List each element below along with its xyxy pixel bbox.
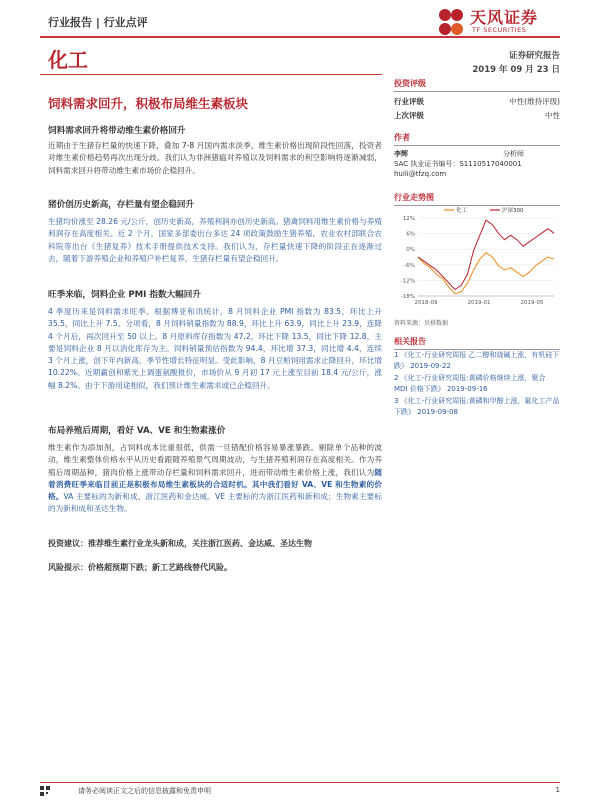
chart-source: 资料来源：贝格数据 xyxy=(394,320,449,327)
section-4-body-plain: 维生素作为添加剂，占饲料成本比重很低，供需一旦错配价格容易暴涨暴跌。剔除单个品种的波动，维生素整体价格水平从历史看跟随养殖景气周期波动，与生猪养殖利润存在高度相关。作为养殖后周期品种，猪肉价格上涨带动存栏量和饲料需求回升，进而带动维生素价格上涨，我们认为 xyxy=(48,443,382,477)
chart-y-tick-label: 6% xyxy=(406,231,415,238)
analyst-row xyxy=(394,149,524,159)
footer-divider xyxy=(40,782,560,783)
chart-y-tick-label: -18% xyxy=(400,294,415,300)
trend-chart xyxy=(394,204,560,314)
author-heading: 作者 xyxy=(394,133,410,142)
section-3-heading: 旺季来临，饲料企业 PMI 指数大幅回升 xyxy=(48,290,201,300)
logo-text-en: TF SECURITIES xyxy=(472,26,527,34)
chart-series-line-2 xyxy=(418,220,554,289)
analyst-title: 分析师 xyxy=(503,150,524,158)
section-2-heading: 猪价创历史新高，存栏量有望企稳回升 xyxy=(48,200,195,210)
chart-legend-label: 化工 xyxy=(456,208,468,214)
related-report-item[interactable]: 2 《化工-行业研究周报:黄磷价格继续上涨，聚合 MDI 价格下跌》 2019-09-16 xyxy=(394,374,546,393)
logo-mark-icon xyxy=(434,6,468,40)
section-4-heading: 布局养殖后周期，看好 VA、VE 和生物素涨价 xyxy=(48,426,226,436)
rating-label: 行业评级 xyxy=(394,96,424,106)
analyst-cert: SAC 执业证书编号：S1110517040001 xyxy=(394,160,522,168)
chart-y-tick-label: -6% xyxy=(404,262,415,269)
risk-warning: 风险提示：价格超预期下跌；新工艺路线替代风险。 xyxy=(48,563,232,572)
investment-advice: 投资建议：推荐维生素行业龙头新和成，关注浙江医药、金达威、圣达生物 xyxy=(48,539,312,548)
rating-value: 中性(维持评级) xyxy=(509,96,560,106)
report-date: 2019 年 09 月 23 日 xyxy=(472,65,560,75)
related-report-item[interactable]: 1 《化工-行业研究周报 乙二醇和烧碱上涨，有机硅下跌》 2019-09-22 xyxy=(394,351,560,370)
related-report-item[interactable]: 3 《化工-行业研究周报:黄磷和甲醇上涨，氟化工产品下跌》 2019-09-08 xyxy=(394,397,560,416)
section-2-body: 生猪均价涨至 28.26 元/公斤，创历史新高，养殖利润亦创历史新高。猪禽饲料用维生素价格与养殖利润存在高度相关。近 2 个月，国家多部委出台多达 24 项政策鼓励生猪养殖，农业农村部联合农科院等出台《生猪复养》技术手册提供技术支持。我们认为，存栏量快速下降的阶段正在逐渐过去，随着下游养殖企业和养殖户补栏复养，生猪存栏量有望企稳回升。 xyxy=(48,217,382,263)
chart-heading: 行业走势图 xyxy=(394,193,434,202)
qr-code-icon xyxy=(40,786,50,796)
report-type: 证券研究报告 xyxy=(508,51,560,61)
sector-title: 化工 xyxy=(48,48,88,72)
chart-x-tick-label: 2018-09 xyxy=(414,300,438,306)
chart-y-tick-label: 12% xyxy=(402,216,415,222)
chart-legend-label: 沪深300 xyxy=(502,208,524,214)
section-1-body: 近期由于生猪存栏量的快速下降，叠加 7-8 月国内需求淡季，维生素价格出现阶段性回落，投资者对维生素价格趋势再次出现分歧。我们认为非洲猪瘟对养殖以及饲料需求的利空影响将逐渐减弱，饲料需求回升将带动维生素市场价企稳回升。 xyxy=(48,141,382,175)
section-1-heading: 饲料需求回升将带动维生素价格回升 xyxy=(48,126,186,136)
chart-y-tick-label: 0% xyxy=(406,247,415,254)
section-3-body: 4 季度历来是饲料需求旺季。根据博亚和讯统计，8 月饲料企业 PMI 指数为 83.5，环比上升 35.5，同比上升 7.5。分项看，8 月饲料销量指数为 88.9，环比上升 63.9，同比上升 23.9，连降 4 个月后，再次回升至 50 以上。8 月原料库存指数为 47.2，环比下降 13.5，同比下降 12.8，主要是饲料企业 8 月以消化库存为主。饲料销量预估指数为 94.4，环比增 37.3，同比增 4.4，连续 3 个月上涨，创下年内新高，季节性增长特征明显。受此影响，8 月豆粕饲用需求止降回升，环比增 10.22%。近期赢创和紫光上调蛋氨酸报价，市场价从 9 月初 17 元上涨至目前 18.4 元/公斤，涨幅 8.2%。由于下游用途相似，我们预计维生素需求或已企稳回升。 xyxy=(48,307,382,390)
report-header xyxy=(40,10,560,36)
title-divider xyxy=(40,74,382,75)
chart-x-tick-label: 2019-01 xyxy=(467,300,491,306)
section-4-body-tail: VA 主要标的为新和成、浙江医药和金达威。VE 主要标的为浙江医药和新和成；生物素主要标的为新和成和圣达生物。 xyxy=(48,492,382,514)
rating-row xyxy=(394,108,560,122)
chart-y-tick-label: -12% xyxy=(400,278,415,285)
rating-divider xyxy=(394,91,560,92)
related-reports-list xyxy=(394,350,560,419)
section-4-body xyxy=(48,442,382,516)
section-4-body-strong: 随着消费旺季来临目前正是积极布局维生素板块的合适时机。其中我们看好 VA、VE 和生物素的价格。 xyxy=(48,467,382,502)
report-category: 行业报告 | 行业点评 xyxy=(48,16,148,29)
related-panel xyxy=(394,336,560,350)
rating-heading: 投资评级 xyxy=(394,79,426,88)
rating-row xyxy=(394,94,560,108)
footer-disclaimer: 请务必阅读正文之后的信息披露和免责申明 xyxy=(78,787,211,795)
trend-chart-svg xyxy=(394,204,560,314)
main-title: 饲料需求回升，积极布局维生素板块 xyxy=(48,96,249,111)
header-divider xyxy=(40,36,560,38)
related-heading: 相关报告 xyxy=(394,337,426,346)
page-number: 1 xyxy=(555,786,560,794)
rating-panel xyxy=(394,78,560,122)
author-divider xyxy=(394,145,560,146)
chart-series-line-1 xyxy=(418,253,554,294)
analyst-name: 李辉 xyxy=(394,150,408,158)
rating-value: 中性 xyxy=(545,110,560,120)
author-panel xyxy=(394,132,560,179)
rating-label: 上次评级 xyxy=(394,110,424,120)
logo-text-cn: 天风证券 xyxy=(470,8,539,27)
chart-x-tick-label: 2019-05 xyxy=(520,300,544,306)
analyst-email[interactable]: huili@tfzq.com xyxy=(394,170,447,178)
